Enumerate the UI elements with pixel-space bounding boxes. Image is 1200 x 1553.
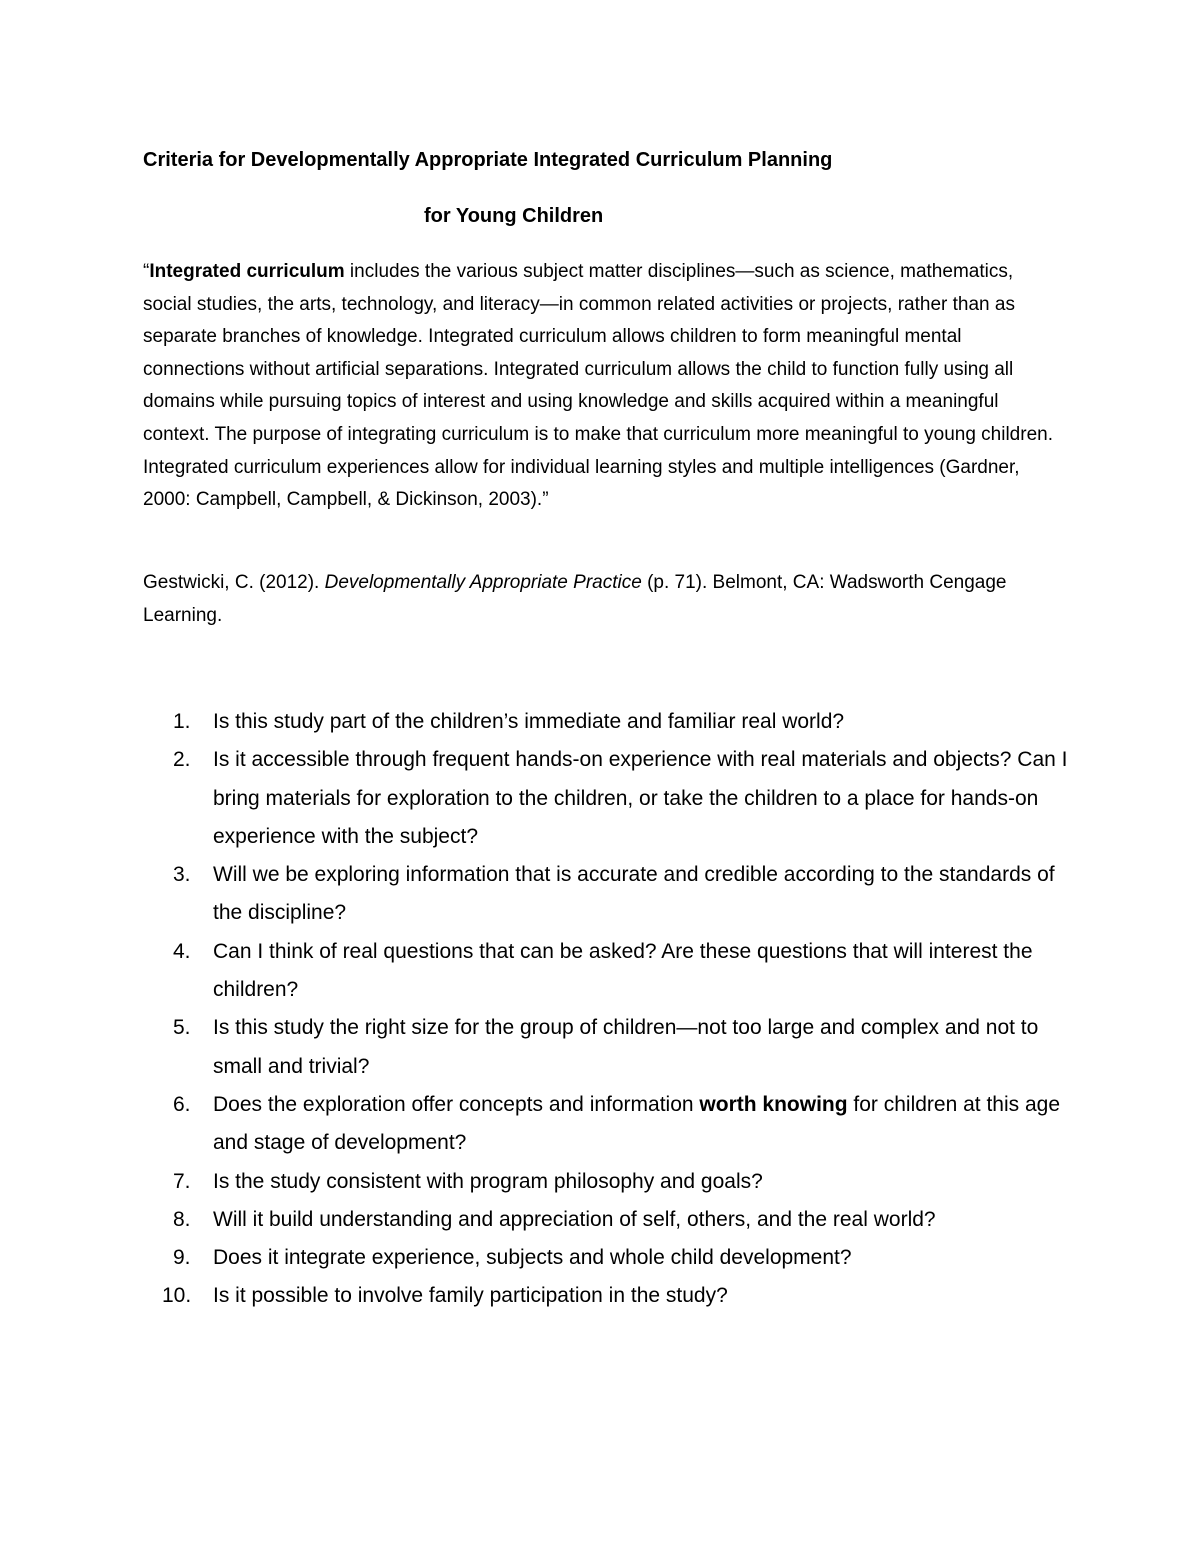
list-item bbox=[143, 1009, 1073, 1086]
list-item bbox=[143, 933, 1073, 1010]
document-title-line-2: for Young Children bbox=[424, 205, 604, 227]
list-item-text: Can I think of real questions that can be asked? Are these questions that will interest the children? bbox=[213, 939, 1033, 1002]
list-item-number: 3. bbox=[173, 863, 191, 887]
document-title-line-1: Criteria for Developmentally Appropriate Integrated Curriculum Planning bbox=[143, 149, 833, 171]
list-item-bold-phrase: worth knowing bbox=[699, 1092, 848, 1116]
list-item-text: Is the study consistent with program philosophy and goals? bbox=[213, 1169, 763, 1193]
list-item bbox=[143, 1239, 1073, 1277]
list-item-number: 8. bbox=[173, 1207, 191, 1231]
list-item-text: Does it integrate experience, subjects and whole child development? bbox=[213, 1246, 852, 1270]
list-item bbox=[143, 741, 1073, 856]
list-item-text: Is it possible to involve family participation in the study? bbox=[213, 1284, 728, 1308]
list-item-number: 7. bbox=[173, 1169, 191, 1193]
criteria-list bbox=[143, 703, 1073, 1316]
list-item-text: Is this study part of the children’s immediate and familiar real world? bbox=[213, 710, 845, 733]
list-item-number: 6. bbox=[173, 1092, 191, 1116]
definition-quote bbox=[143, 256, 1063, 517]
quote-bold-term: Integrated curriculum bbox=[149, 261, 345, 282]
list-item bbox=[143, 1163, 1073, 1201]
citation-book-title: Developmentally Appropriate Practice bbox=[324, 572, 642, 593]
list-item-number: 9. bbox=[173, 1246, 191, 1270]
list-item-text-after: for children at this age and stage of development? bbox=[213, 1092, 1061, 1155]
list-item-text-before: Does the exploration offer concepts and information bbox=[213, 1092, 700, 1116]
list-item bbox=[143, 1086, 1073, 1163]
list-item-number: 10. bbox=[162, 1284, 192, 1308]
list-item bbox=[143, 856, 1073, 933]
list-item bbox=[143, 1201, 1073, 1239]
list-item bbox=[143, 1277, 1073, 1315]
list-item-text: Is this study the right size for the group of children—not too large and complex and not to small and trivial? bbox=[213, 1016, 1039, 1078]
list-item bbox=[143, 703, 1073, 741]
list-item-text: Will we be exploring information that is accurate and credible according to the standards of the discipline? bbox=[213, 863, 1055, 925]
citation bbox=[143, 567, 1063, 632]
list-item-text: Is it accessible through frequent hands-on experience with real materials and objects? Can I bring materials for exploration to the children, or take the children to a place for hands-on experience with the subject? bbox=[213, 748, 1068, 848]
list-item-number: 2. bbox=[173, 748, 191, 772]
citation-details: (p. 71). Belmont, CA: Wadsworth Cengage Learning. bbox=[143, 572, 1007, 626]
list-item-number: 5. bbox=[173, 1016, 191, 1040]
quote-body: includes the various subject matter disciplines—such as science, mathematics, social studies, the arts, technology, and literacy—in common related activities or projects, rather than as separate branches of knowledge. Integrated curriculum allows children to form meaningful mental connections without artificial separations. Integrated curriculum allows the child to function fully using all domains while pursuing topics of interest and using knowledge and skills acquired within a meaningful context. The purpose of integrating curriculum is to make that curriculum more meaningful to young children. Integrated curriculum experiences allow for individual learning styles and multiple intelligences (Gardner, 2000: Campbell, Campbell, & Dickinson, 2003).” bbox=[143, 261, 1053, 511]
list-item-text: Will it build understanding and appreciation of self, others, and the real world? bbox=[213, 1207, 936, 1231]
list-item-number: 4. bbox=[173, 939, 191, 963]
list-item-number: 1. bbox=[173, 710, 191, 733]
quote-open-mark: “ bbox=[143, 261, 150, 282]
citation-author: Gestwicki, C. (2012). bbox=[143, 572, 325, 593]
